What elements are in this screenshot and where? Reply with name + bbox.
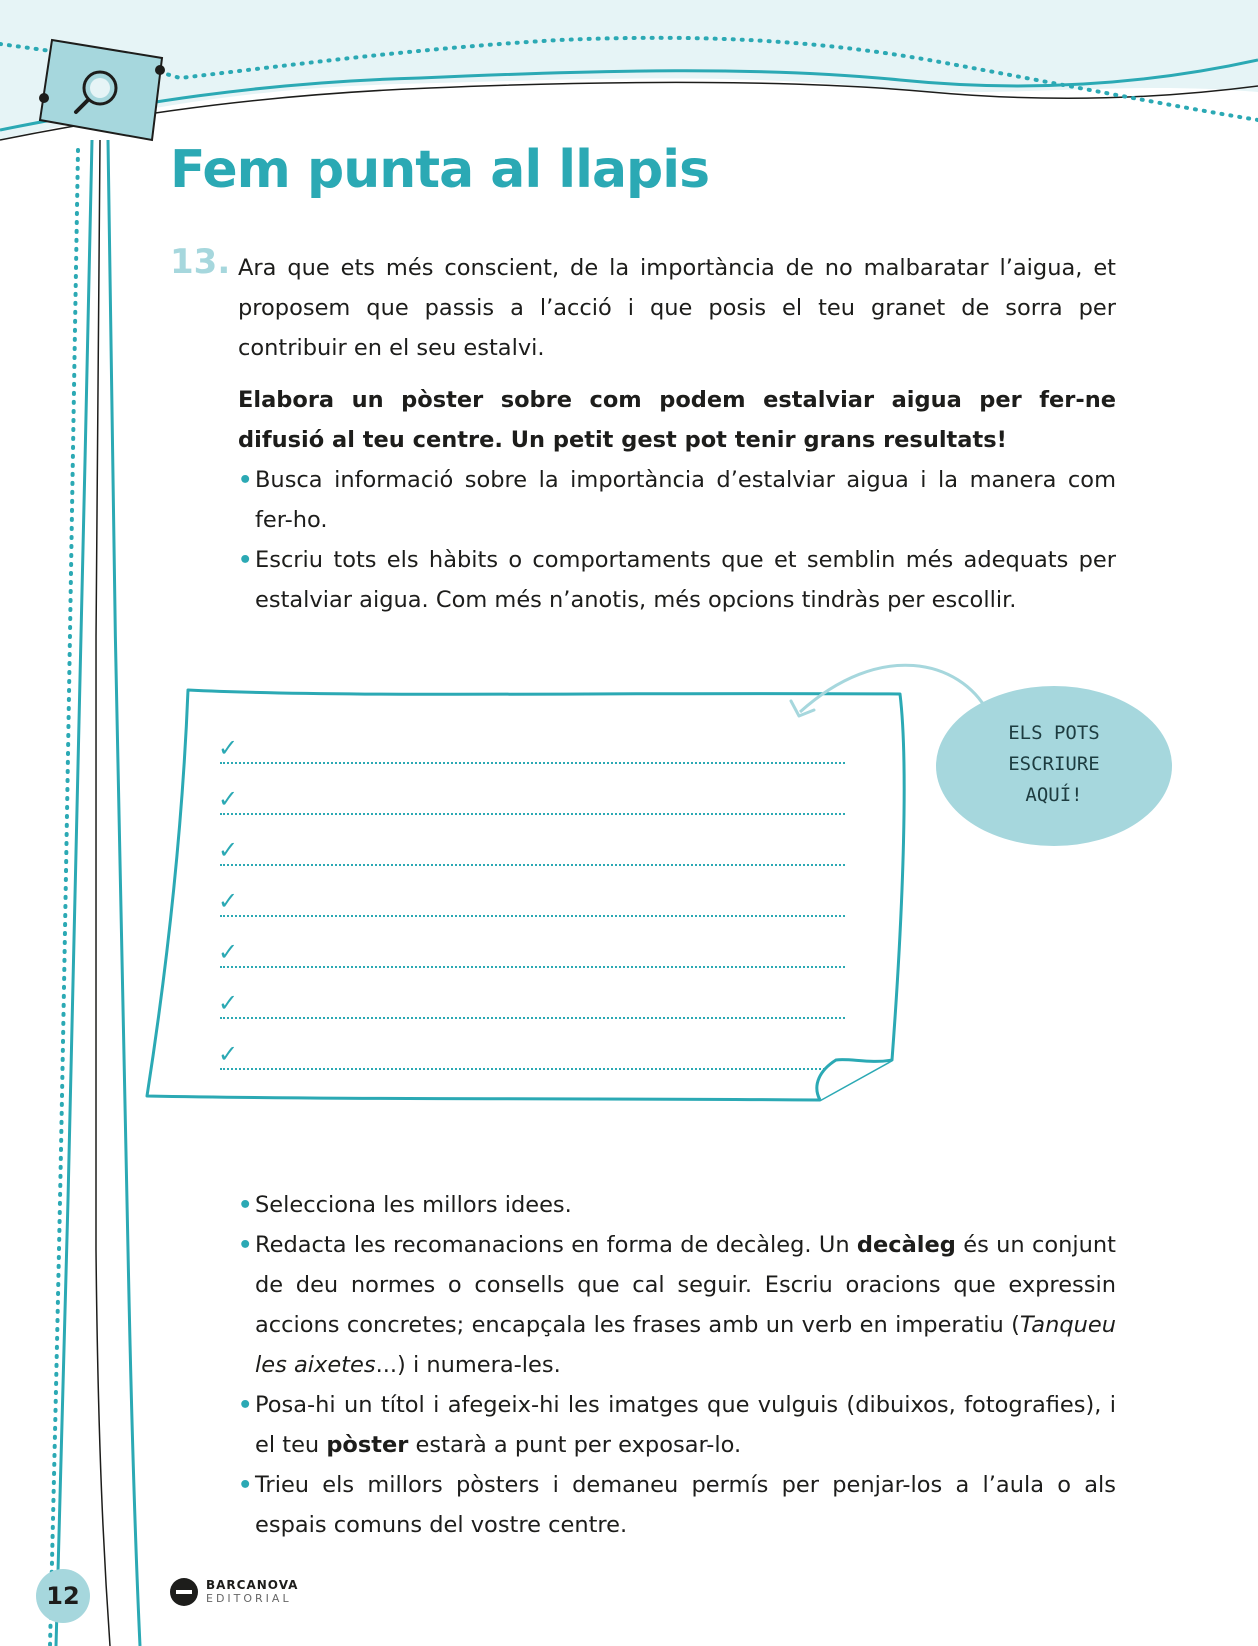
check-icon: ✓ — [218, 836, 239, 864]
list-item: • Busca informació sobre la importància d’estalviar aigua i la manera com fer-ho. — [238, 460, 1116, 540]
check-icon: ✓ — [218, 887, 239, 915]
publisher-logo: BARCANOVA EDITORIAL — [170, 1576, 298, 1608]
list-item: • Escriu tots els hàbits o comportaments que et semblin més adequats per estalviar aigua. Com més n’anotis, més opcions tindràs per escollir. — [238, 540, 1116, 620]
exercise-number: 13. — [170, 242, 231, 282]
exercise-intro: Ara que ets més conscient, de la importància de no malbaratar l’aigua, et proposem que passis a l’acció i que posis el teu granet de sorra per contribuir en el seu estalvi. — [238, 255, 1116, 361]
answer-line[interactable] — [220, 864, 845, 866]
check-icon: ✓ — [218, 785, 239, 813]
list-item: • Trieu els millors pòsters i demaneu permís per penjar-los a l’aula o als espais comuns del vostre centre. — [238, 1465, 1116, 1545]
answer-line[interactable] — [220, 966, 845, 968]
answer-line[interactable] — [220, 915, 845, 917]
list-item: • Selecciona les millors idees. — [238, 1185, 1116, 1225]
answer-line[interactable] — [220, 762, 845, 764]
page-title: Fem punta al llapis — [170, 140, 710, 200]
check-icon: ✓ — [218, 938, 239, 966]
exercise-task: Elabora un pòster sobre com podem estalviar aigua per fer-ne difusió al teu centre. Un petit gest pot tenir grans resultats! — [238, 387, 1116, 453]
answer-line[interactable] — [220, 1017, 845, 1019]
check-icon: ✓ — [218, 1040, 239, 1068]
check-icon: ✓ — [218, 734, 239, 762]
list-item: • Posa-hi un títol i afegeix-hi les imatges que vulguis (dibuixos, fotografies), i el teu pòster estarà a punt per exposar-lo. — [238, 1385, 1116, 1465]
answer-line[interactable] — [220, 1068, 825, 1070]
check-icon: ✓ — [218, 989, 239, 1017]
answer-line[interactable] — [220, 813, 845, 815]
list-item: • Redacta les recomanacions en forma de decàleg. Un decàleg és un conjunt de deu normes o consells que cal seguir. Escriu oracions que expressin accions concretes; encapçala les frases amb un verb en imperatiu (Tanqueu les aixetes...) i numera-les. — [238, 1225, 1116, 1385]
publisher-logo-icon — [170, 1578, 198, 1606]
page-number: 12 — [36, 1569, 90, 1623]
note-bubble-text: ELS POTS ESCRIURE AQUÍ! — [1008, 722, 1100, 806]
